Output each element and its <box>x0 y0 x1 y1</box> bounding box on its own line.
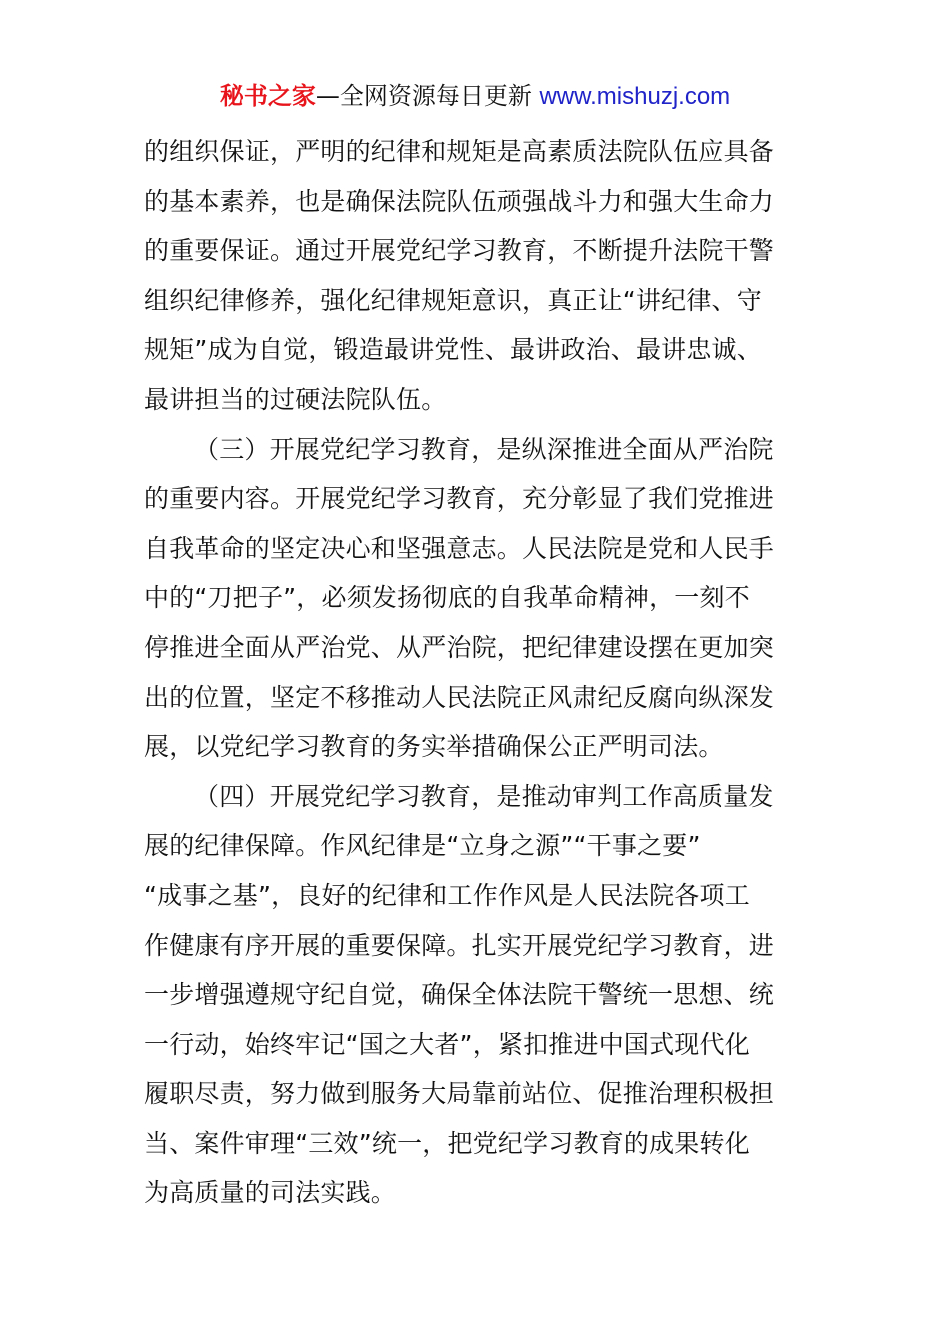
paragraph-heading-4: （四）开展党纪学习教育，是推动审判工作高质量发 <box>194 781 774 811</box>
text-line: 一行动，始终牢记“国之大者”，紧扣推进中国式现代化 <box>144 1029 750 1059</box>
text-line: 为高质量的司法实践。 <box>144 1178 397 1208</box>
text-line: 一步增强遵规守纪自觉，确保全体法院干警统一思想、统 <box>144 980 775 1010</box>
text-line: 停推进全面从严治党、从严治院，把纪律建设摆在更加突 <box>144 632 775 662</box>
text-line: 的重要保证。通过开展党纪学习教育，不断提升法院干警 <box>144 236 775 266</box>
text-line: 自我革命的坚定决心和坚强意志。人民法院是党和人民手 <box>144 533 775 563</box>
text-line: 最讲担当的过硬法院队伍。 <box>144 384 447 414</box>
text-line: 出的位置，坚定不移推动人民法院正风肃纪反腐向纵深发 <box>144 682 775 712</box>
text-line: “成事之基”，良好的纪律和工作作风是人民法院各项工 <box>144 880 750 910</box>
text-line: 的基本素养，也是确保法院队伍顽强战斗力和强大生命力 <box>144 186 775 216</box>
document-body <box>144 127 814 1218</box>
text-line: 当、案件审理“三效”统一，把党纪学习教育的成果转化 <box>144 1128 750 1158</box>
text-line: 作健康有序开展的重要保障。扎实开展党纪学习教育，进 <box>144 930 775 960</box>
brand-name: 秘书之家 <box>219 82 316 110</box>
header-tagline: —全网资源每日更新 <box>315 82 532 110</box>
text-line: 的组织保证，严明的纪律和规矩是高素质法院队伍应具备 <box>144 137 775 166</box>
text-line: 的重要内容。开展党纪学习教育，充分彰显了我们党推进 <box>144 484 775 514</box>
text-line: 展的纪律保障。作风纪律是“立身之源”“干事之要” <box>144 831 701 861</box>
page-header <box>0 80 950 113</box>
paragraph-heading-3: （三）开展党纪学习教育，是纵深推进全面从严治院 <box>194 434 774 464</box>
text-line: 组织纪律修养，强化纪律规矩意识，真正让“讲纪律、守 <box>144 285 762 315</box>
text-line: 展，以党纪学习教育的务实举措确保公正严明司法。 <box>144 732 724 762</box>
site-url-link[interactable]: www.mishuzj.com <box>539 83 731 110</box>
text-line: 中的“刀把子”，必须发扬彻底的自我革命精神，一刻不 <box>144 583 750 613</box>
text-line: 履职尽责，努力做到服务大局靠前站位、促推治理积极担 <box>144 1079 775 1109</box>
text-line: 规矩”成为自觉，锻造最讲党性、最讲政治、最讲忠诚、 <box>144 335 762 365</box>
